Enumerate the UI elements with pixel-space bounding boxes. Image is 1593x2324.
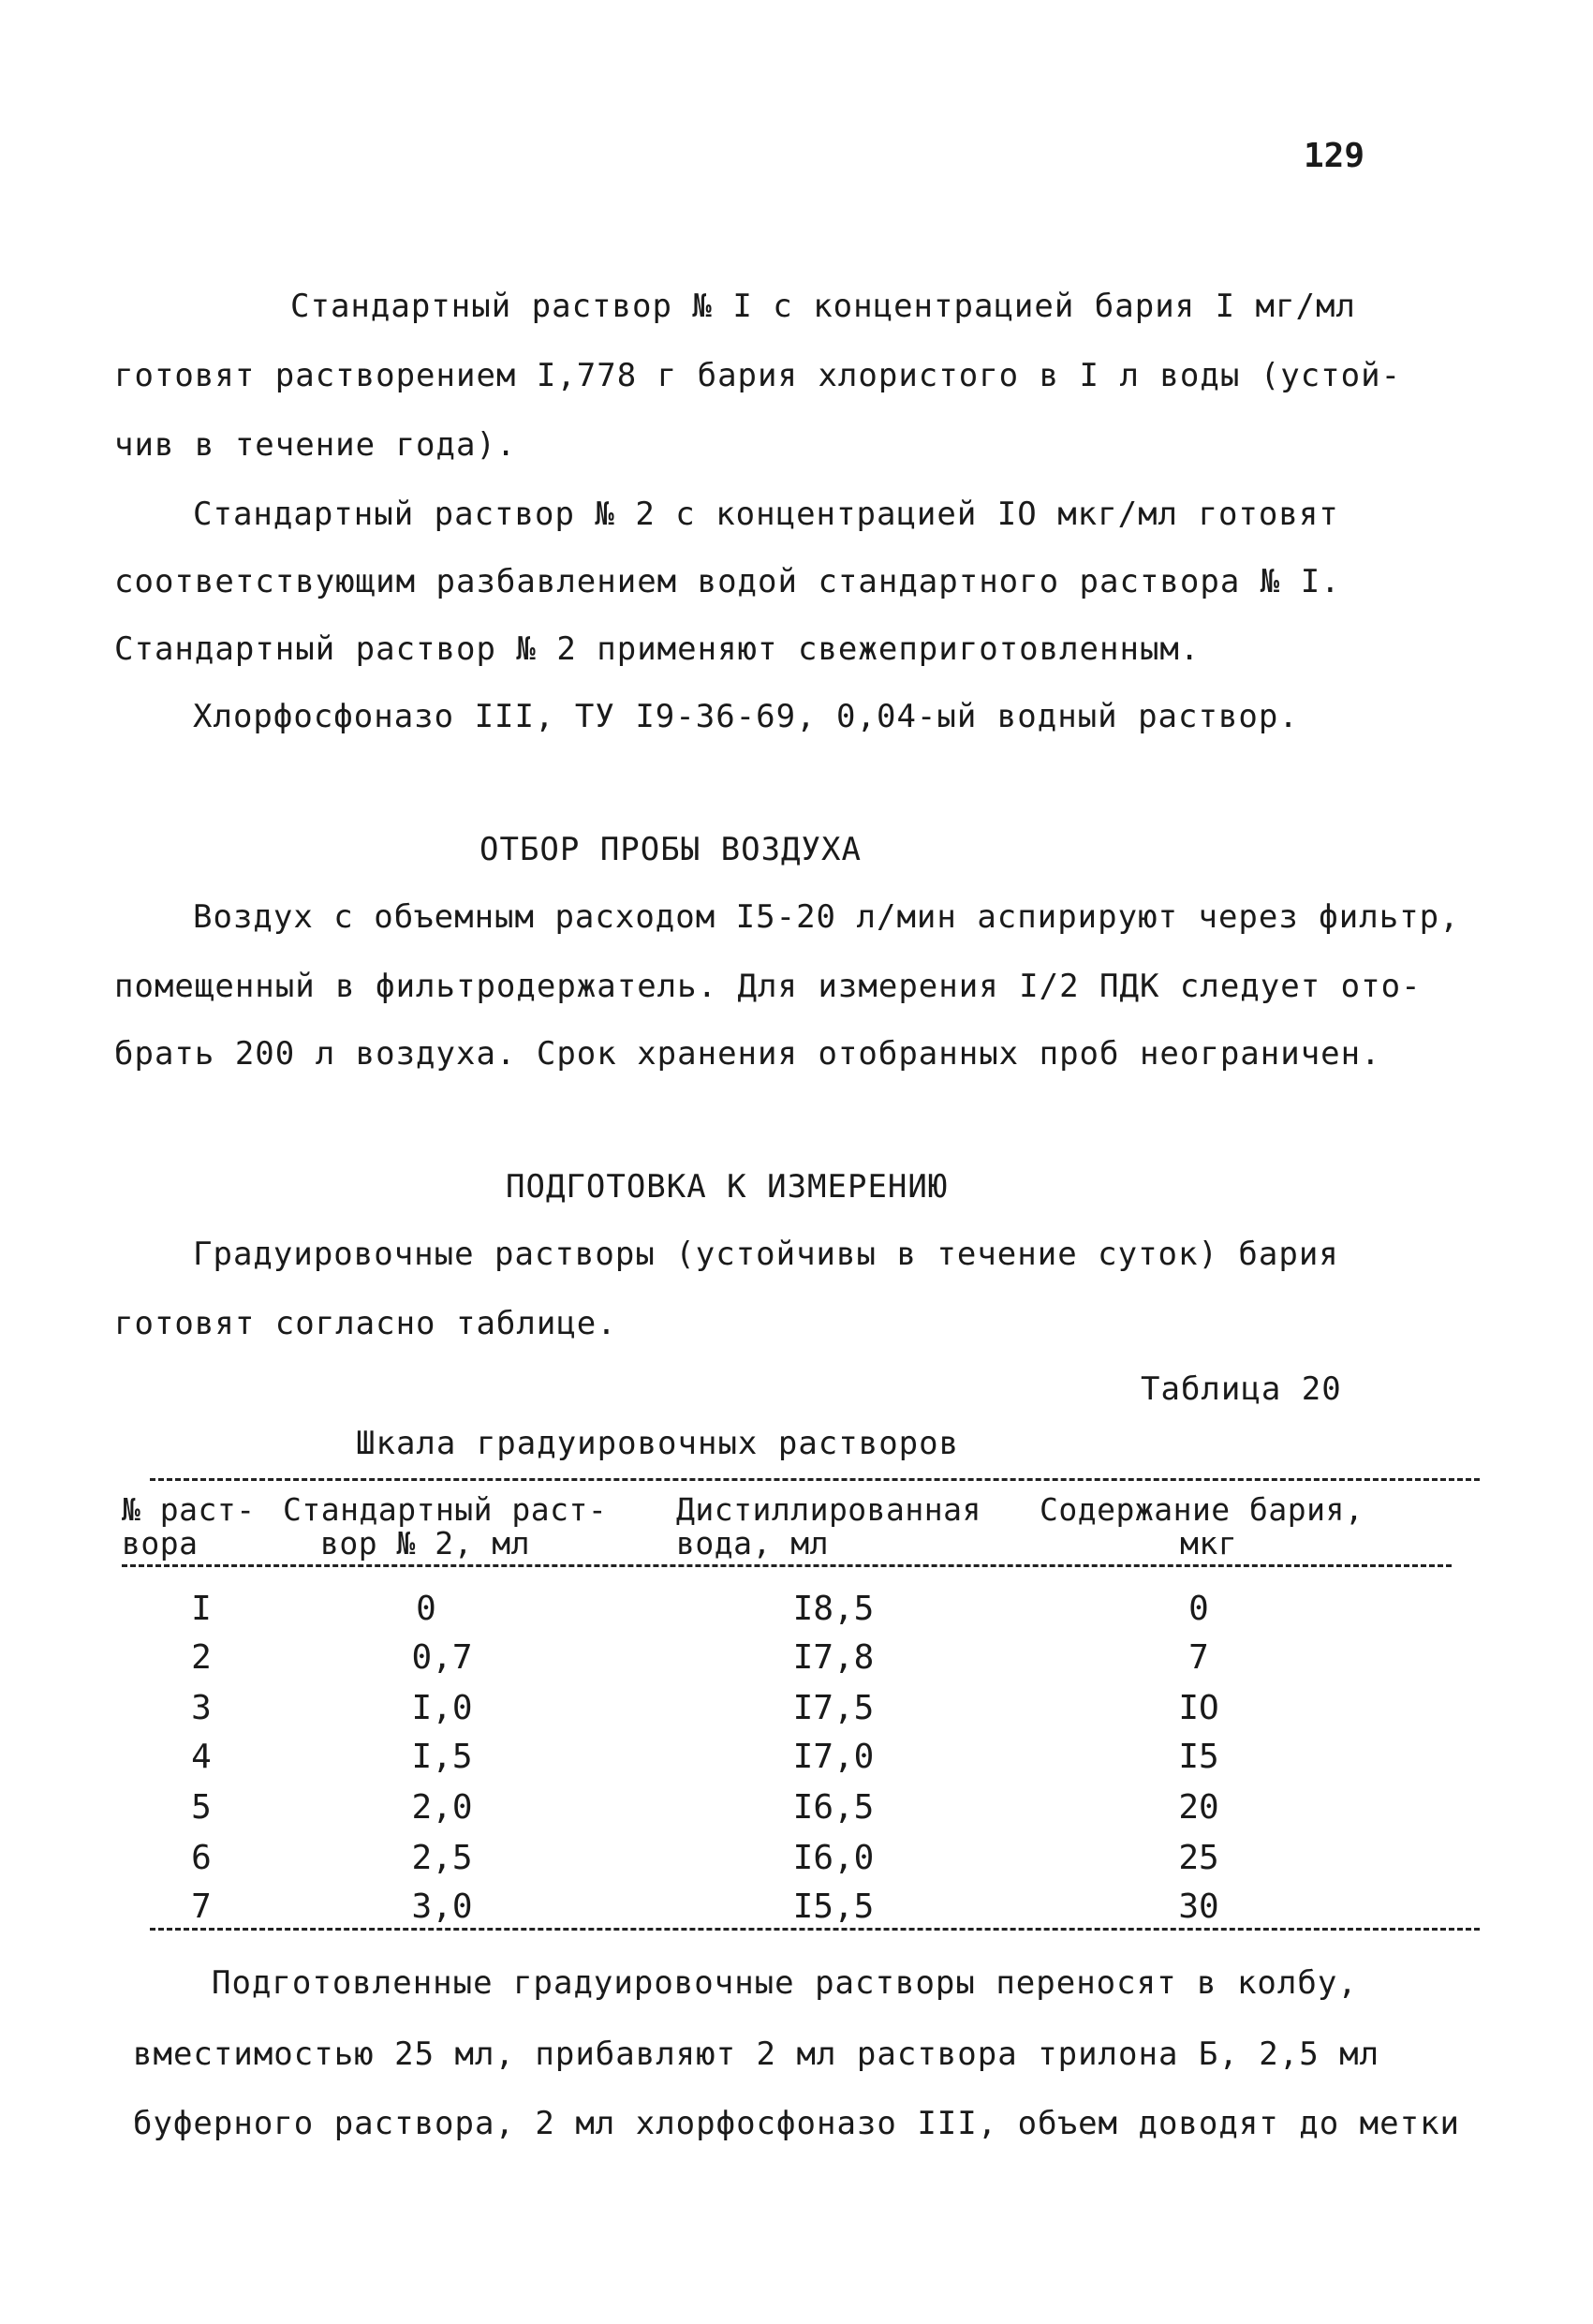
table-header-rule	[122, 1564, 1452, 1567]
paragraph-4-line-3: буферного раствора, 2 мл хлорфосфоназо III, объем доводят до метки	[133, 2105, 1461, 2142]
table-header-col-3	[676, 1493, 981, 1562]
paragraph-1-line-2: готовят растворением I,778 г бария хлористого в I л воды (устой-	[114, 357, 1402, 394]
table-header-col-4-line-1: Содержание бария,	[1040, 1491, 1364, 1528]
table-cell: 7	[1188, 1638, 1209, 1677]
section-heading-preparation: ПОДГОТОВКА К ИЗМЕРЕНИЮ	[506, 1168, 949, 1206]
table-cell: 6	[191, 1839, 212, 1877]
table-cell: 5	[191, 1788, 212, 1827]
table-cell: I6,5	[792, 1788, 875, 1827]
table-cell: I5,5	[792, 1887, 875, 1926]
table-cell: IO	[1178, 1689, 1219, 1727]
table-cell: 2,5	[411, 1839, 473, 1877]
table-cell: 30	[1178, 1887, 1219, 1926]
table-cell: I	[191, 1590, 212, 1628]
table-header-col-1-line-2: вора	[122, 1525, 199, 1562]
table-header-col-2-line-2: вор № 2, мл	[320, 1525, 531, 1562]
table-cell: 3	[191, 1689, 212, 1727]
paragraph-1-line-3: чив в течение года).	[114, 426, 517, 464]
table-cell: 0	[1188, 1590, 1209, 1628]
table-cell: 0	[416, 1590, 436, 1628]
table-cell: I8,5	[792, 1590, 875, 1628]
table-header-col-3-line-2: вода, мл	[676, 1525, 829, 1562]
paragraph-2-line-1: Стандартный раствор № 2 с концентрацией IO мкг/мл готовят	[193, 496, 1339, 533]
table-cell: 4	[191, 1738, 212, 1776]
table-cell: I5	[1178, 1738, 1219, 1776]
table-label: Таблица 20	[1141, 1370, 1342, 1408]
section-heading-sampling: ОТБОР ПРОБЫ ВОЗДУХА	[479, 831, 862, 868]
table-cell: 0,7	[411, 1638, 473, 1677]
paragraph-1-line-1: Стандартный раствор № I с концентрацией бария I мг/мл	[290, 288, 1356, 325]
table-header-col-1	[122, 1493, 256, 1562]
table-title: Шкала градуировочных растворов	[356, 1425, 960, 1462]
paragraph-3-line-1: Хлорфосфоназо III, ТУ I9-36-69, 0,04-ый водный раствор.	[193, 698, 1299, 735]
table-bottom-rule	[150, 1928, 1480, 1931]
table-cell: 2,0	[411, 1788, 473, 1827]
section-1-line-2: помещенный в фильтродержатель. Для измерения I/2 ПДК следует ото-	[114, 968, 1422, 1005]
section-2-line-2: готовят согласно таблице.	[114, 1305, 617, 1342]
section-1-line-3: брать 200 л воздуха. Срок хранения отобранных проб неограничен.	[114, 1035, 1381, 1073]
table-header-col-2-line-1: Стандартный раст-	[283, 1491, 608, 1528]
table-header-col-4-line-2: мкг	[1180, 1525, 1238, 1562]
table-cell: I6,0	[792, 1839, 875, 1877]
paragraph-4-line-1: Подготовленные градуировочные растворы переносят в колбу,	[212, 1964, 1358, 2002]
table-cell: I7,0	[792, 1738, 875, 1776]
table-header-col-2	[283, 1493, 607, 1562]
table-cell: 7	[191, 1887, 212, 1926]
table-cell: I7,5	[792, 1689, 875, 1727]
table-cell: 20	[1178, 1788, 1219, 1827]
section-2-line-1: Градуировочные растворы (устойчивы в течение суток) бария	[193, 1236, 1339, 1273]
table-cell: 2	[191, 1638, 212, 1677]
paragraph-2-line-3: Стандартный раствор № 2 применяют свежеприготовленным.	[114, 630, 1201, 668]
table-header-col-4	[1040, 1493, 1364, 1562]
table-cell: I,5	[411, 1738, 473, 1776]
table-header-col-1-line-1: № раст-	[122, 1491, 256, 1528]
table-cell: I7,8	[792, 1638, 875, 1677]
table-top-rule	[150, 1478, 1480, 1481]
table-cell: I,0	[411, 1689, 473, 1727]
section-1-line-1: Воздух с объемным расходом I5-20 л/мин аспирируют через фильтр,	[193, 898, 1460, 936]
paragraph-2-line-2: соответствующим разбавлением водой стандартного раствора № I.	[114, 563, 1341, 600]
table-header-col-3-line-1: Дистиллированная	[676, 1491, 981, 1528]
table-cell: 25	[1178, 1839, 1219, 1877]
paragraph-4-line-2: вместимостью 25 мл, прибавляют 2 мл раствора трилона Б, 2,5 мл	[133, 2035, 1380, 2073]
page-number: 129	[1304, 137, 1365, 175]
table-cell: 3,0	[411, 1887, 473, 1926]
